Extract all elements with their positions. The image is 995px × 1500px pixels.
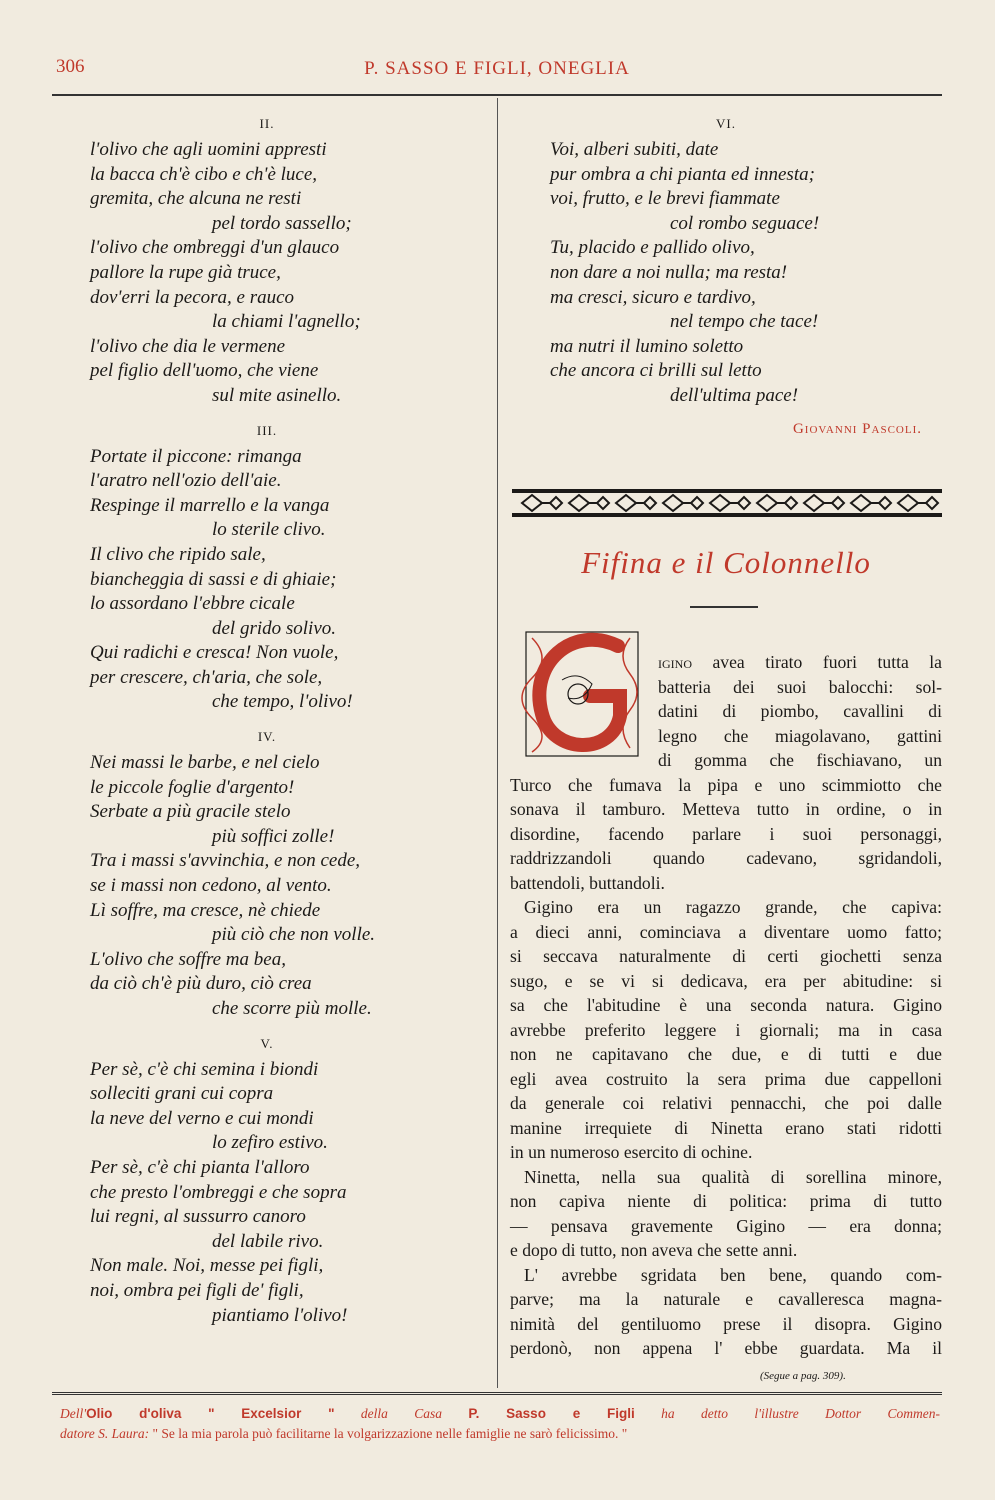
poem-line: Lì soffre, ma cresce, nè chiede [90, 899, 321, 921]
prose-line: datini di piombo, cavallini di [658, 701, 942, 721]
prose-line: Gigino era un ragazzo grande, che capiva: [524, 897, 942, 917]
poem-line: Per sè, c'è chi semina i biondi [90, 1058, 319, 1080]
page-header [52, 52, 942, 92]
prose-line: sonava il tamburo. Metteva tutto in ordine, o in [510, 799, 942, 819]
poem-line: più soffici zolle! [212, 825, 335, 847]
poem-line: Voi, alberi subiti, date [550, 139, 719, 160]
prose-line: non capiva niente di politica: prima di tutto [510, 1191, 942, 1211]
left-column-poem [52, 112, 482, 1342]
section-number: II. [259, 116, 275, 131]
prose-line: non ne capitavano che due, e di tutti e due [510, 1044, 942, 1064]
poem-line: Portate il piccone: rimanga [90, 445, 302, 467]
prose-line: manine irrequiete di Ninetta erano stati ridotti [510, 1117, 942, 1138]
prose-line: batteria dei suoi balocchi: sol- [658, 676, 942, 697]
poem-section [52, 116, 482, 409]
prose-line: perdonò, non appena l' ebbe guardata. Ma il [510, 1338, 942, 1358]
poem-line: L'olivo che soffre ma bea, [90, 948, 286, 970]
poem-line: ma cresci, sicuro e tardivo, [550, 286, 756, 308]
poem-line: sul mite asinello. [212, 384, 342, 406]
poem-line: col rombo seguace! [670, 212, 820, 234]
poem-line: la chiami l'agnello; [212, 311, 361, 333]
column-divider [497, 98, 498, 1388]
prose-line: si seccava naturalmente di certi giochetti senza [510, 946, 942, 966]
product-name: Olio d'oliva " Excelsior " [86, 1406, 335, 1421]
continued-note: (Segue a pag. 309). [760, 1370, 846, 1382]
poem-line: voi, frutto, e le brevi fiammate [550, 188, 780, 210]
story-title: Fifina e il Colonnello [581, 545, 871, 580]
poem-line: le piccole foglie d'argento! [90, 776, 295, 798]
poem-author: Giovanni Pascoli. [792, 420, 922, 437]
footer-line-1: Dell'Olio d'oliva " Excelsior " della Casa P. Sasso e Figli ha detto l'illustre Dottor Commen- [60, 1406, 941, 1421]
poem-line: noi, ombra pei figli de' figli, [90, 1279, 304, 1301]
poem-line: lo assordano l'ebbre cicale [90, 593, 295, 615]
prose-line: raddrizzandoli quando cadevano, sgridandoli, [510, 848, 942, 868]
advertisement-footer [60, 1404, 940, 1444]
poem-line: l'olivo che ombreggi d'un glauco [90, 237, 340, 259]
decorative-border-ornament [512, 483, 942, 523]
poem-line: Tra i massi s'avvinchia, e non cede, [90, 850, 361, 872]
footer-line-2: datore S. Laura: " Se la mia parola può facilitarne la volgarizzazione nelle famiglie ne sarò felicissimo. " [60, 1426, 628, 1441]
poem-line: pur ombra a chi pianta ed innesta; [550, 163, 815, 185]
prose-line: sugo, e se vi si dedicava, era per abitudine: si [510, 970, 942, 991]
poem-line: Nei massi le barbe, e nel cielo [90, 752, 320, 774]
prose-line: in un numeroso esercito di ochine. [510, 1142, 753, 1162]
prose-line: di gomma che fischiavano, un [658, 750, 942, 770]
poem-line: lui regni, al sussurro canoro [90, 1206, 306, 1228]
poem-line: lo sterile clivo. [212, 519, 326, 541]
prose-line: — pensava gravemente Gigino — era donna; [510, 1215, 942, 1236]
prose-line: legno che miagolavano, gattini [658, 725, 942, 746]
poem-line: Il clivo che ripido sale, [90, 543, 266, 565]
poem-line: più ciò che non volle. [212, 924, 376, 946]
poem-line: l'olivo che agli uomini appresti [90, 139, 327, 160]
section-number: VI. [716, 116, 736, 131]
right-column [510, 112, 942, 452]
prose-line: Ninetta, nella sua qualità di sorellina minore, [524, 1166, 942, 1187]
prose-line: Turco che fumava la pipa e uno scimmiotto che [510, 774, 942, 795]
poem-line: nel tempo che tace! [670, 311, 819, 333]
prose-line: avrebbe preferito leggere i giornali; ma in casa [510, 1019, 942, 1040]
poem-line: del labile rivo. [212, 1230, 324, 1252]
poem-line: dov'erri la pecora, e rauco [90, 286, 295, 308]
poem-line: gremita, che alcuna ne resti [90, 188, 302, 210]
poem-line: se i massi non cedono, al vento. [90, 875, 332, 897]
poem-line: per crescere, ch'aria, che sole, [90, 666, 323, 688]
prose-line: L' avrebbe sgridata ben bene, quando com- [524, 1264, 942, 1285]
poem-line: Per sè, c'è chi pianta l'alloro [90, 1156, 310, 1178]
poem-line: da ciò ch'è più duro, ciò crea [90, 973, 312, 995]
poem-line: pel figlio dell'uomo, che viene [90, 360, 319, 382]
prose-line: parve; ma la naturale e cavalleresca magna- [510, 1289, 942, 1309]
section-number: III. [256, 422, 278, 438]
poem-line: la neve del verno e cui mondi [90, 1107, 314, 1129]
poem-line: Non male. Noi, messe pei figli, [90, 1255, 324, 1277]
prose-line: a dieci anni, cominciava a diventare uomo fatto; [510, 921, 942, 942]
poem-line: pel tordo sassello; [212, 212, 352, 234]
testimonial-quote: " Se la mia parola può facilitarne la volgarizzazione nelle famiglie ne sarò felicissimo. " [149, 1426, 628, 1441]
poem-line: lo zefiro estivo. [212, 1132, 328, 1154]
poem-line: piantiamo l'olivo! [212, 1304, 348, 1326]
prose-line: egli avea costruito la sera prima due cappelloni [510, 1068, 942, 1089]
running-head: P. SASSO E FIGLI, ONEGLIA [364, 58, 630, 79]
footer-rule [52, 1392, 942, 1395]
poem-line: la bacca ch'è cibo e ch'è luce, [90, 163, 318, 185]
poem-line: che tempo, l'olivo! [212, 691, 353, 713]
poem-line: dell'ultima pace! [670, 384, 799, 406]
poem-line: pallore la rupe già truce, [90, 261, 281, 283]
story-body [510, 650, 942, 1361]
page-number: 306 [56, 56, 85, 77]
poem-section [52, 1036, 482, 1329]
poem-line: solleciti grani cui copra [90, 1083, 274, 1105]
poem-line: ma nutri il lumino soletto [550, 335, 744, 357]
prose-line: nimità del gentiluomo prese il disopra. Gigino [510, 1313, 942, 1334]
first-word-rest: igino [658, 652, 692, 672]
poem-line: Respinge il marrello e la vanga [90, 494, 330, 516]
company-name: P. Sasso e Figli [468, 1406, 635, 1421]
poem-section [52, 423, 482, 716]
prose-line: sa che l'abitudine è una seconda natura. Gigino [510, 995, 942, 1015]
prose-line: e dopo di tutto, non aveva che sette anni. [510, 1240, 798, 1260]
poem-line: che ancora ci brilli sul letto [550, 360, 762, 382]
title-rule [690, 606, 758, 608]
poem-section [52, 729, 482, 1022]
prose-line: da generale coi relativi pennacchi, che poi dalle [510, 1093, 942, 1113]
prose-line: igino avea tirato fuori tutta la [658, 652, 942, 672]
poem-line: che presto l'ombreggi e che sopra [90, 1181, 347, 1203]
prose-line: battendoli, buttandoli. [510, 872, 665, 893]
poem-line: non dare a noi nulla; ma resta! [550, 261, 788, 283]
poem-section-vi [510, 116, 942, 438]
poem-line: biancheggia di sassi e di ghiaie; [90, 568, 337, 590]
poem-line: l'olivo che dia le vermene [90, 335, 286, 357]
poem-line: Serbate a più gracile stelo [90, 801, 291, 823]
header-rule [52, 94, 942, 96]
poem-line: che scorre più molle. [212, 998, 372, 1019]
poem-line: Qui radichi e cresca! Non vuole, [90, 642, 339, 664]
poem-line: l'aratro nell'ozio dell'aie. [90, 470, 282, 492]
section-number: V. [260, 1035, 274, 1051]
section-number: IV. [257, 729, 277, 745]
poem-line: del grido solivo. [212, 617, 337, 639]
poem-line: Tu, placido e pallido olivo, [550, 237, 755, 259]
prose-line: disordine, facendo parlare i suoi personaggi, [510, 823, 942, 844]
